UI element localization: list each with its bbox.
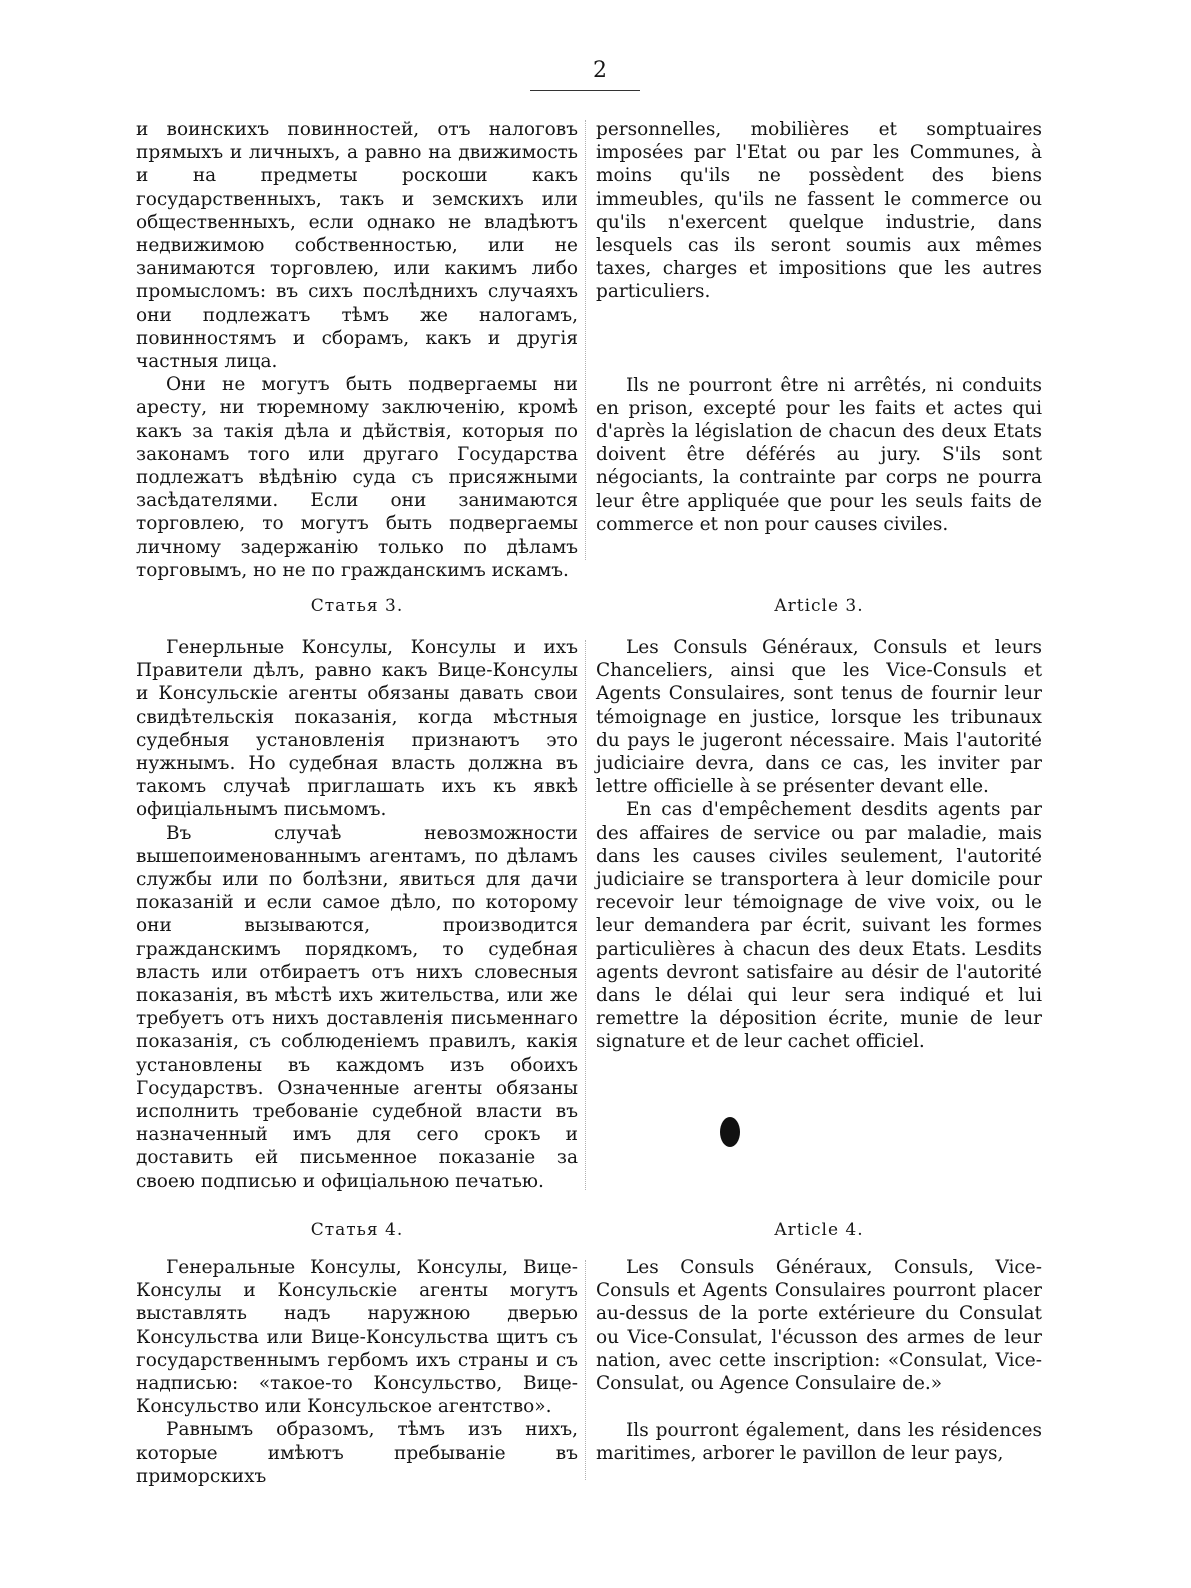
article-4-fr-text (596, 1256, 1042, 1466)
article-4-ru-paragraph-1: Генеральные Консулы, Консулы, Вице-Консулы и Консульскіе агенты могутъ выставлять надъ наружною дверью Консульства или Вице-Консульства щитъ съ государственнымъ гербомъ ихъ страны и съ надписью: «такое-то Консульство, Вице-Консульство или Консульское агентство». (136, 1257, 578, 1418)
article-3-ru-paragraph-2: Въ случаѣ невозможности вышепоименованнымъ агентамъ, по дѣламъ службы или по болѣзни, явиться для дачи показаній и если самое дѣло, по которому они вызываются, производится гражданскимъ порядкомъ, то судебная власть или отбираетъ отъ нихъ словесныя показанія, въ мѣстѣ ихъ жительства, или же требуетъ отъ нихъ доставленія письменнаго показанія, съ соблюденіемъ правилъ, какія установлены въ каждомъ изъ обоихъ Государствъ. Означенные агенты обязаны исполнить требованіе судебной власти въ назначенный имъ для сего срокъ и доставить ей письменное показаніе за своею подписью и офиціальною печатью. (136, 822, 578, 1192)
article-2-fr-paragraph-2: Ils ne pourront être ni arrêtés, ni conduits en prison, excepté pour les faits et actes qui d'après la législation de chacun des deux Etats doivent être déférés au jury. S'ils sont négociants, la contrainte par corps ne pourra leur être appliquée que pour les seuls faits de commerce et non pour causes civiles. (596, 374, 1042, 535)
article-3-fr-paragraph-2: En cas d'empêchement desdits agents par des affaires de service ou par maladie, mais dans les causes civiles seulement, l'autorité judiciaire se transportera à leur domicile pour recevoir leur témoignage de vive voix, ou le leur demandera par écrit, suivant les formes particulières à chacun des deux Etats. Lesdits agents devront satisfaire au désir de l'autorité dans le délai qui leur sera indiqué et lui remettre la déposition écrite, munie de leur signature et de leur cachet officiel. (596, 799, 1042, 1053)
article-4-ru-paragraph-2: Равнымъ образомъ, тѣмъ изъ нихъ, которые имѣютъ пребываніе въ приморскихъ (136, 1419, 578, 1487)
page-number-rule (530, 90, 640, 91)
article-3-fr-text (596, 636, 1042, 1054)
article-3-ru-paragraph-1: Генерльные Консулы, Консулы и ихъ Правители дѣлъ, равно какъ Вице-Консулы и Консульскіе агенты обязаны давать свои свидѣтельскія показанія, когда мѣстныя судебныя установленія признаютъ это нужнымъ. Но судебная власть должна въ такомъ случаѣ приглашать ихъ къ явкѣ офиціальнымъ письмомъ. (136, 637, 578, 821)
ink-blot (720, 1117, 740, 1147)
article-2-ru-text (136, 118, 578, 582)
article-4-fr-paragraph-1: Les Consuls Généraux, Consuls, Vice-Consuls et Agents Consulaires pourront placer au-dessus de la porte extérieure du Consulat ou Vice-Consulat, l'écusson des armes de leur nation, avec cette inscription: «Consulat, Vice-Consulat, ou Agence Consulaire de.» (596, 1257, 1042, 1395)
article-3-ru-heading: Статья 3. (310, 596, 404, 616)
article-3-fr-heading: Article 3. (774, 596, 864, 616)
article-4-fr-paragraph-2: Ils pourront également, dans les résidences maritimes, arborer le pavillon de leur pays, (596, 1420, 1042, 1465)
article-2-fr-paragraph-1: personnelles, mobilières et somptuaires imposées par l'Etat ou par les Communes, à moins qu'ils ne possèdent des biens immeubles, qu'ils ne fassent le commerce ou qu'ils n'exercent quelque industrie, dans lesquels cas ils seront soumis aux mêmes taxes, charges et impositions que les autres particuliers. (596, 119, 1042, 303)
article-4-ru-text (136, 1256, 578, 1488)
article-4-ru-heading: Статья 4. (310, 1220, 404, 1240)
article-4-fr-heading: Article 4. (774, 1220, 864, 1240)
column-divider (585, 120, 586, 560)
article-2-ru-paragraph-1: и воинскихъ повинностей, отъ налоговъ прямыхъ и личныхъ, а равно на движимость и на предметы роскоши какъ государственныхъ, такъ и земскихъ или общественныхъ, если однако не владѣютъ недвижимою собственностью, или не занимаются торговлею, или какимъ либо промысломъ: въ сихъ послѣднихъ случаяхъ они подлежатъ тѣмъ же налогамъ, повинностямъ и сборамъ, какъ и другія частныя лица. (136, 119, 578, 373)
article-2-fr-text (596, 118, 1042, 536)
page-number: 2 (593, 58, 607, 83)
article-3-fr-paragraph-1: Les Consuls Généraux, Consuls et leurs Chanceliers, ainsi que les Vice-Consuls et Agents Consulaires, sont tenus de fournir leur témoignage en justice, lorsque les tribunaux du pays le jugeront nécessaire. Mais l'autorité judiciaire devra, dans ce cas, les inviter par lettre officielle à se présenter devant elle. (596, 637, 1042, 798)
article-3-ru-text (136, 636, 578, 1193)
article-2-ru-paragraph-2: Они не могутъ быть подвергаемы ни аресту, ни тюремному заключенію, кромѣ какъ за такія дѣла и дѣйствія, которыя по законамъ того или другаго Государства подлежатъ вѣдѣнію суда съ присяжными засѣдателями. Если они занимаются торговлею, то могутъ быть подвергаемы личному задержанію только по дѣламъ торговымъ, но не по гражданскимъ искамъ. (136, 374, 578, 581)
column-divider (585, 640, 586, 1190)
column-divider (585, 1260, 586, 1480)
